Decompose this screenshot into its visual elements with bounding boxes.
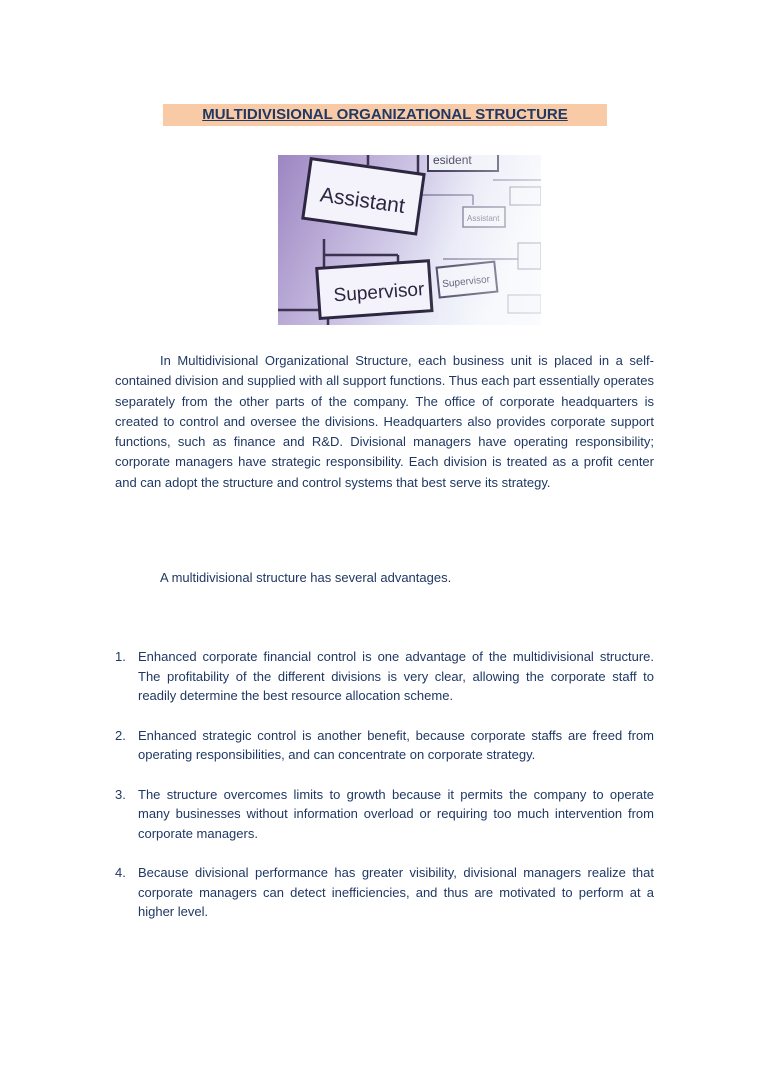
list-item (115, 863, 654, 922)
org-chart-photo (278, 155, 541, 325)
advantages-list (115, 647, 654, 942)
list-text: Because divisional performance has greater visibility, divisional managers realize that corporate managers can detect inefficiencies, and thus are motivated to perform at a higher level. (138, 865, 654, 919)
advantages-lead: A multidivisional structure has several advantages. (160, 570, 452, 585)
list-item (115, 785, 654, 844)
intro-paragraph: In Multidivisional Organizational Structure, each business unit is placed in a self-contained division and supplied with all support functions. Thus each part essentially operates separately from the other parts of the company. The office of corporate headquarters is created to control and oversee the divisions. Headquarters also provides corporate support functions, such as finance and R&D. Divisional managers have operating responsibility; corporate managers have strategic responsibility. Each division is treated as a profit center and can adopt the structure and control systems that best serve its strategy. (115, 353, 654, 490)
list-item (115, 726, 654, 765)
list-text: Enhanced strategic control is another benefit, because corporate staffs are freed from operating responsibilities, and can concentrate on corporate strategy. (138, 727, 654, 762)
list-text: Enhanced corporate financial control is one advantage of the multidivisional structure. The profitability of the different divisions is very clear, allowing the corporate staff to readily determine the best resource allocation scheme. (138, 649, 654, 703)
list-number: 4. (115, 865, 126, 880)
document-title: MULTIDIVISIONAL ORGANIZATIONAL STRUCTURE (163, 104, 607, 126)
list-number: 1. (115, 649, 126, 664)
list-text: The structure overcomes limits to growth because it permits the company to operate many businesses without information overload or requiring too much intervention from corporate managers. (138, 786, 654, 841)
list-number: 2. (115, 727, 126, 743)
list-number: 3. (115, 786, 126, 802)
list-item (115, 647, 654, 706)
